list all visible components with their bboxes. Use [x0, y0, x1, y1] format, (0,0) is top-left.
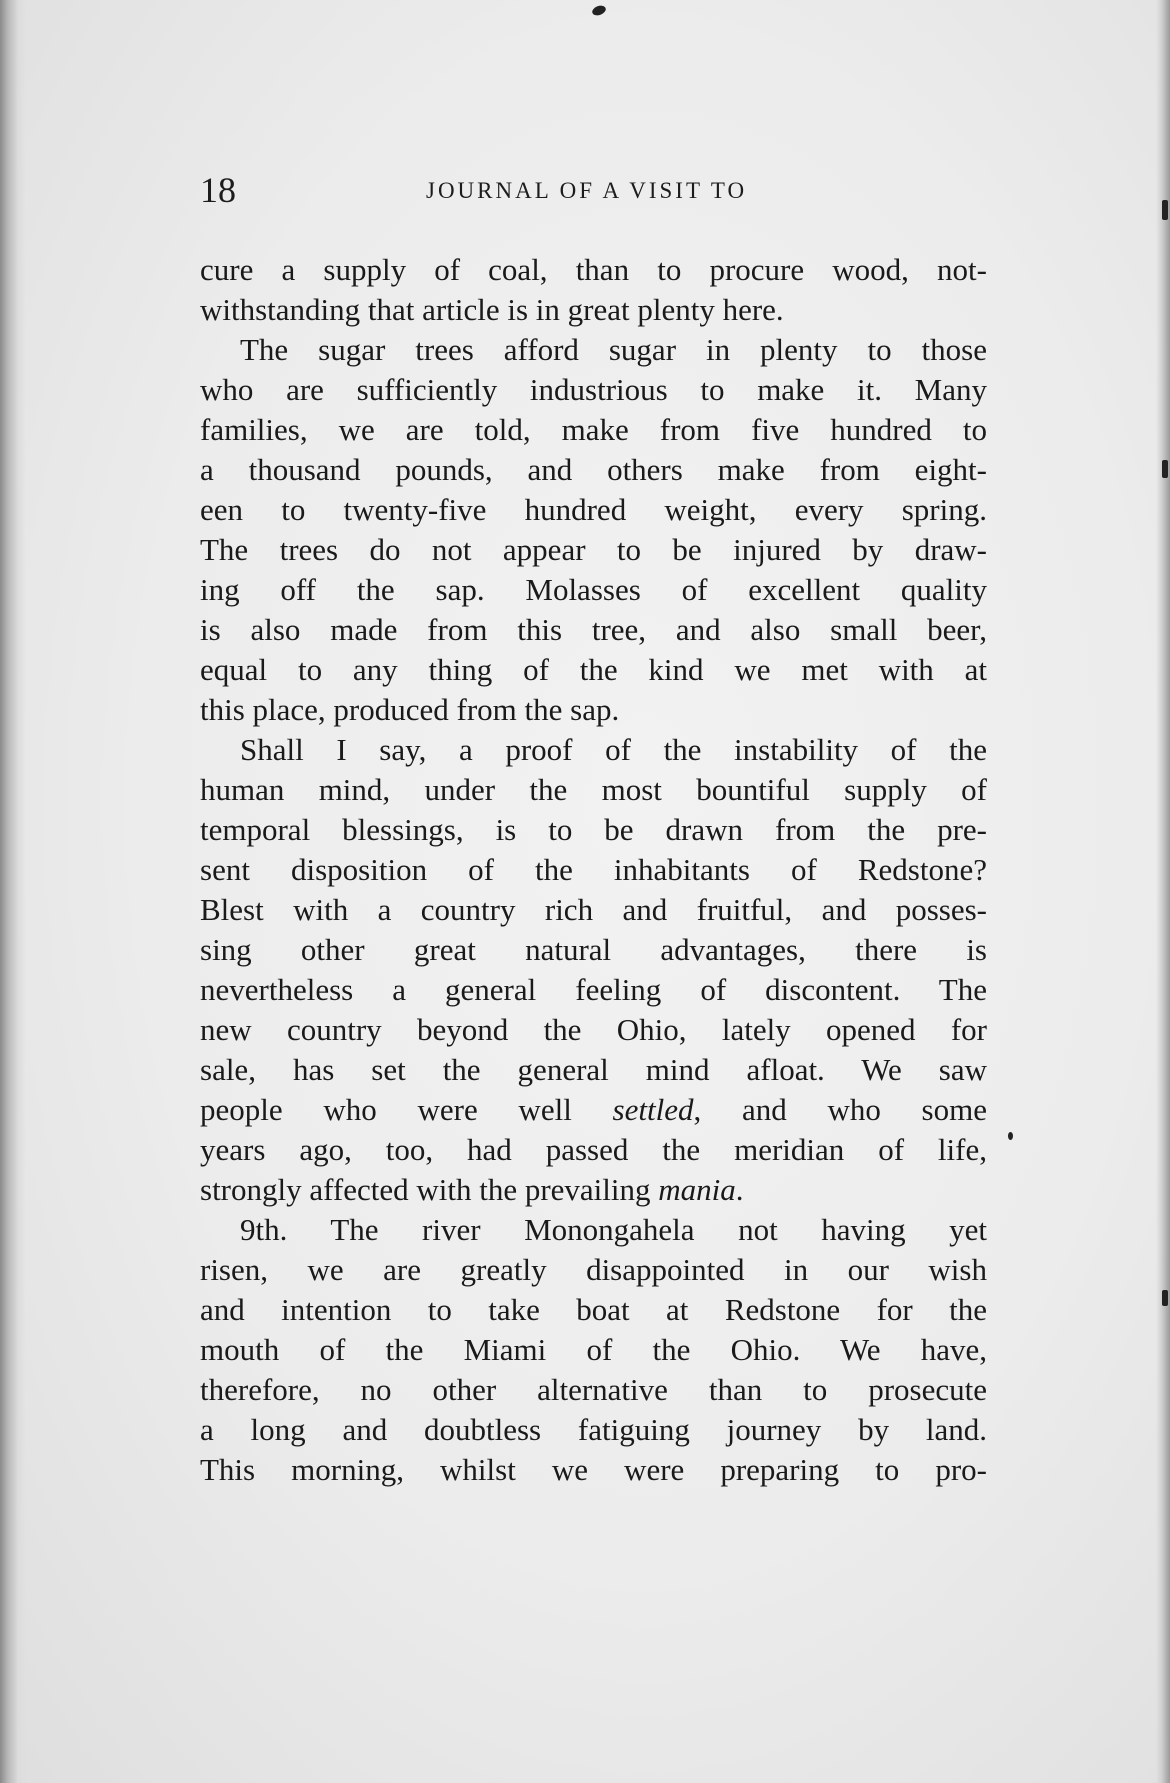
text-line: is also made from this tree, and also small beer,: [200, 612, 987, 647]
text-line: [200, 1170, 987, 1210]
text-line: een to twenty-five hundred weight, every spring.: [200, 492, 987, 527]
text-line: a long and doubtless fatiguing journey by land.: [200, 1412, 987, 1447]
text-line: sent disposition of the inhabitants of Redstone?: [200, 852, 987, 887]
ink-speck: [1162, 460, 1168, 478]
text-line: this place, produced from the sap.: [200, 692, 620, 727]
page-header: [200, 170, 990, 210]
text-line: temporal blessings, is to be drawn from the pre-: [200, 812, 987, 847]
text-line: ing off the sap. Molasses of excellent quality: [200, 572, 987, 607]
text-line: The sugar trees afford sugar in plenty to those: [240, 332, 987, 367]
ink-speck: [1162, 1290, 1168, 1306]
text-line: 9th. The river Monongahela not having yet: [240, 1212, 987, 1247]
text-line: who are sufficiently industrious to make it. Many: [200, 372, 987, 407]
text-line: risen, we are greatly disappointed in our wish: [200, 1252, 987, 1287]
text-line: nevertheless a general feeling of discontent. The: [200, 972, 987, 1007]
text-line: cure a supply of coal, than to procure wood, not-: [200, 252, 987, 287]
text-line: human mind, under the most bountiful supply of: [200, 772, 987, 807]
text-line: equal to any thing of the kind we met with at: [200, 652, 987, 687]
page-number: 18: [200, 170, 236, 210]
text-line: families, we are told, make from five hundred to: [200, 412, 987, 447]
body-text: [200, 250, 987, 1490]
ink-speck: [1162, 200, 1168, 220]
page-edge-shadow-left: [0, 0, 26, 1783]
text-line: therefore, no other alternative than to prosecute: [200, 1372, 987, 1407]
text-line: mouth of the Miami of the Ohio. We have,: [200, 1332, 987, 1367]
text-line: Blest with a country rich and fruitful, and posses-: [200, 892, 987, 927]
italic-word: settled: [612, 1092, 694, 1127]
text-line: Shall I say, a proof of the instability of the: [240, 732, 987, 767]
text-segment: strongly affected with the prevailing: [200, 1172, 659, 1207]
text-segment: .: [735, 1172, 744, 1207]
text-line: sing other great natural advantages, there is: [200, 932, 987, 967]
text-line: and intention to take boat at Redstone for the: [200, 1292, 987, 1327]
text-line: a thousand pounds, and others make from eight-: [200, 452, 987, 487]
text-line: sale, has set the general mind afloat. We saw: [200, 1052, 987, 1087]
text-line: The trees do not appear to be injured by draw-: [200, 532, 987, 567]
ink-speck: [591, 4, 607, 17]
text-line: years ago, too, had passed the meridian of life,: [200, 1132, 987, 1167]
text-segment: people who were well: [200, 1092, 613, 1127]
page-edge-shadow-right: [1156, 0, 1170, 1783]
text-line: new country beyond the Ohio, lately opened for: [200, 1012, 987, 1047]
text-line: [200, 1090, 987, 1130]
text-line: withstanding that article is in great plenty here.: [200, 292, 784, 327]
running-head: JOURNAL OF A VISIT TO: [426, 178, 748, 203]
text-line: This morning, whilst we were preparing to pro-: [200, 1452, 987, 1487]
ink-speck: [1008, 1132, 1013, 1140]
italic-word: mania: [658, 1172, 736, 1207]
text-segment: , and who some: [693, 1092, 987, 1127]
